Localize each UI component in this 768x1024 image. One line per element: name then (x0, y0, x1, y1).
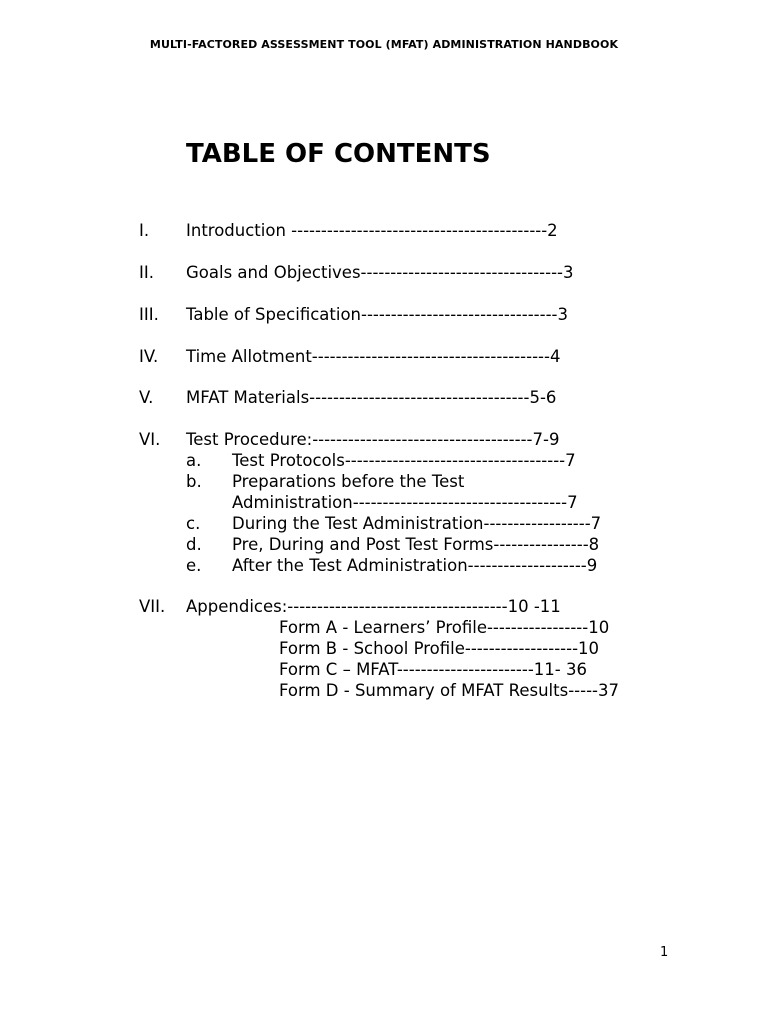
toc-sub-entry: During the Test Administration------------------7 (232, 514, 602, 533)
toc-entry-time-allotment: Time Allotment----------------------------------------4 (186, 347, 561, 366)
toc-section-number: III. (139, 305, 159, 324)
toc-appendix-form: Form D - Summary of MFAT Results-----37 (279, 681, 619, 700)
toc-sub-letter: d. (186, 535, 202, 554)
toc-entry-goals: Goals and Objectives----------------------------------3 (186, 263, 574, 282)
toc-appendix-form: Form B - School Profile-------------------10 (279, 639, 600, 658)
page-title: TABLE OF CONTENTS (186, 139, 491, 169)
toc-section-number: V. (139, 388, 154, 407)
toc-section-number: VII. (139, 597, 166, 616)
toc-section-number: IV. (139, 347, 159, 366)
toc-sub-entry: After the Test Administration--------------------9 (232, 556, 598, 575)
page-number: 1 (660, 945, 669, 960)
toc-sub-letter: c. (186, 514, 201, 533)
toc-entry-introduction: Introduction -------------------------------------------2 (186, 221, 558, 240)
toc-entry-specification: Table of Specification---------------------------------3 (186, 305, 568, 324)
toc-appendix-form: Form C – MFAT-----------------------11- 36 (279, 660, 587, 679)
toc-sub-entry: Administration------------------------------------7 (232, 493, 578, 512)
toc-sub-entry: Preparations before the Test (232, 472, 465, 491)
toc-entry-test-procedure: Test Procedure:-------------------------------------7-9 (186, 430, 560, 449)
running-header: MULTI-FACTORED ASSESSMENT TOOL (MFAT) ADMINISTRATION HANDBOOK (149, 38, 619, 51)
toc-section-number: I. (139, 221, 150, 240)
toc-entry-appendices: Appendices:-------------------------------------10 -11 (186, 597, 561, 616)
toc-section-number: II. (139, 263, 154, 282)
toc-sub-entry: Test Protocols-------------------------------------7 (232, 451, 576, 470)
toc-sub-letter: a. (186, 451, 202, 470)
toc-sub-letter: e. (186, 556, 202, 575)
toc-sub-entry: Pre, During and Post Test Forms----------------8 (232, 535, 600, 554)
toc-section-number: VI. (139, 430, 161, 449)
toc-sub-letter: b. (186, 472, 202, 491)
toc-appendix-form: Form A - Learners’ Profile-----------------10 (279, 618, 610, 637)
toc-entry-materials: MFAT Materials-------------------------------------5-6 (186, 388, 557, 407)
